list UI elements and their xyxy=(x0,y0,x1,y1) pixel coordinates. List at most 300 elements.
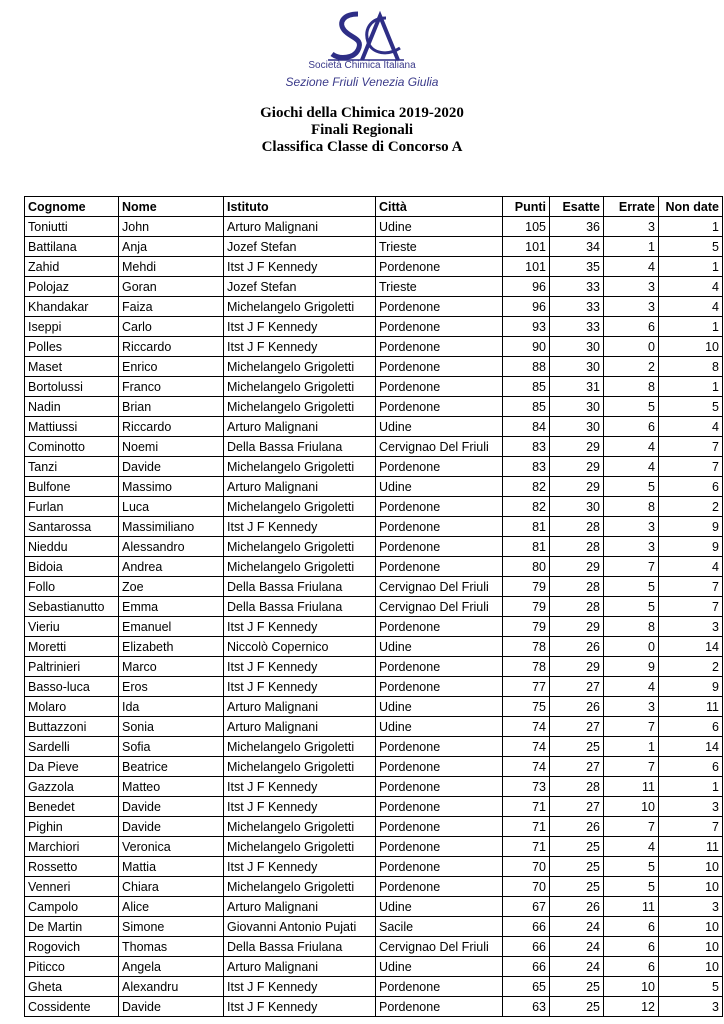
table-cell: 8 xyxy=(604,497,659,517)
doc-subtitle: Finali Regionali xyxy=(310,122,414,138)
table-row xyxy=(25,437,723,457)
table-cell: 9 xyxy=(659,677,723,697)
table-cell: Khandakar xyxy=(25,297,119,317)
table-cell: 6 xyxy=(659,757,723,777)
table-cell: 5 xyxy=(604,397,659,417)
org-name: Società Chimica Italiana xyxy=(308,60,416,71)
table-cell: 1 xyxy=(659,217,723,237)
table-cell: Pordenone xyxy=(376,457,503,477)
section-name: Sezione Friuli Venezia Giulia xyxy=(285,75,439,89)
table-cell: 71 xyxy=(503,797,550,817)
table-cell: 10 xyxy=(659,957,723,977)
table-cell: 70 xyxy=(503,877,550,897)
table-cell: Arturo Malignani xyxy=(224,717,376,737)
table-cell: Arturo Malignani xyxy=(224,217,376,237)
table-cell: Pordenone xyxy=(376,337,503,357)
table-cell: 78 xyxy=(503,637,550,657)
table-cell: 10 xyxy=(659,937,723,957)
table-cell: Trieste xyxy=(376,237,503,257)
table-row xyxy=(25,257,723,277)
table-cell: 25 xyxy=(550,737,604,757)
table-cell: 11 xyxy=(604,897,659,917)
table-cell: Pordenone xyxy=(376,757,503,777)
table-cell: 66 xyxy=(503,957,550,977)
table-cell: Pordenone xyxy=(376,297,503,317)
table-cell: Furlan xyxy=(25,497,119,517)
table-cell: 10 xyxy=(659,877,723,897)
col-non-date: Non date xyxy=(659,197,723,217)
table-cell: 101 xyxy=(503,257,550,277)
table-row xyxy=(25,477,723,497)
table-cell: Itst J F Kennedy xyxy=(224,517,376,537)
table-cell: 4 xyxy=(659,297,723,317)
table-cell: Itst J F Kennedy xyxy=(224,657,376,677)
table-cell: Pordenone xyxy=(376,777,503,797)
table-cell: Riccardo xyxy=(119,337,224,357)
table-cell: 29 xyxy=(550,457,604,477)
table-cell: Alice xyxy=(119,897,224,917)
table-cell: 3 xyxy=(604,277,659,297)
table-cell: Marco xyxy=(119,657,224,677)
table-cell: Riccardo xyxy=(119,417,224,437)
table-cell: Udine xyxy=(376,217,503,237)
table-cell: 8 xyxy=(604,617,659,637)
table-header-row xyxy=(25,197,723,217)
table-cell: 7 xyxy=(659,597,723,617)
table-cell: Michelangelo Grigoletti xyxy=(224,497,376,517)
table-cell: Matteo xyxy=(119,777,224,797)
table-cell: Cossidente xyxy=(25,997,119,1017)
table-row xyxy=(25,297,723,317)
table-cell: Trieste xyxy=(376,277,503,297)
table-cell: 83 xyxy=(503,457,550,477)
table-cell: 3 xyxy=(604,517,659,537)
table-cell: 67 xyxy=(503,897,550,917)
table-cell: 27 xyxy=(550,677,604,697)
table-cell: Itst J F Kennedy xyxy=(224,977,376,997)
table-cell: 6 xyxy=(604,937,659,957)
ranking-table xyxy=(24,196,723,1017)
table-cell: 11 xyxy=(659,837,723,857)
table-cell: 85 xyxy=(503,377,550,397)
table-row xyxy=(25,697,723,717)
table-cell: 30 xyxy=(550,337,604,357)
table-cell: 24 xyxy=(550,937,604,957)
table-cell: 79 xyxy=(503,617,550,637)
table-cell: Pordenone xyxy=(376,257,503,277)
table-cell: 3 xyxy=(659,617,723,637)
table-cell: 9 xyxy=(604,657,659,677)
table-cell: 1 xyxy=(659,257,723,277)
table-cell: 25 xyxy=(550,837,604,857)
table-cell: 25 xyxy=(550,877,604,897)
table-cell: Udine xyxy=(376,417,503,437)
col-punti: Punti xyxy=(503,197,550,217)
table-row xyxy=(25,977,723,997)
table-cell: 4 xyxy=(604,437,659,457)
table-cell: 4 xyxy=(604,677,659,697)
table-cell: 83 xyxy=(503,437,550,457)
table-cell: 4 xyxy=(659,557,723,577)
table-cell: Pighin xyxy=(25,817,119,837)
table-cell: Itst J F Kennedy xyxy=(224,337,376,357)
table-row xyxy=(25,277,723,297)
table-cell: 27 xyxy=(550,797,604,817)
table-row xyxy=(25,997,723,1017)
table-cell: Arturo Malignani xyxy=(224,417,376,437)
table-cell: Bidoia xyxy=(25,557,119,577)
table-cell: Marchiori xyxy=(25,837,119,857)
table-cell: 33 xyxy=(550,317,604,337)
table-cell: Da Pieve xyxy=(25,757,119,777)
table-cell: Maset xyxy=(25,357,119,377)
table-cell: 36 xyxy=(550,217,604,237)
table-cell: Battilana xyxy=(25,237,119,257)
table-cell: 10 xyxy=(659,857,723,877)
doc-title: Giochi della Chimica 2019-2020 xyxy=(260,105,464,121)
table-cell: Franco xyxy=(119,377,224,397)
table-cell: 29 xyxy=(550,657,604,677)
table-cell: 10 xyxy=(604,797,659,817)
table-cell: Pordenone xyxy=(376,397,503,417)
table-cell: Itst J F Kennedy xyxy=(224,617,376,637)
table-cell: 4 xyxy=(659,417,723,437)
table-cell: Itst J F Kennedy xyxy=(224,317,376,337)
table-cell: Goran xyxy=(119,277,224,297)
table-row xyxy=(25,677,723,697)
table-row xyxy=(25,637,723,657)
table-cell: 28 xyxy=(550,537,604,557)
table-cell: Itst J F Kennedy xyxy=(224,857,376,877)
table-cell: Udine xyxy=(376,637,503,657)
table-cell: Alessandro xyxy=(119,537,224,557)
table-cell: Anja xyxy=(119,237,224,257)
table-cell: Cervignao Del Friuli xyxy=(376,437,503,457)
table-cell: 1 xyxy=(659,317,723,337)
table-cell: Paltrinieri xyxy=(25,657,119,677)
table-cell: 81 xyxy=(503,517,550,537)
table-row xyxy=(25,337,723,357)
table-cell: 4 xyxy=(604,257,659,277)
table-cell: 6 xyxy=(604,957,659,977)
table-cell: 5 xyxy=(604,857,659,877)
table-row xyxy=(25,517,723,537)
table-cell: Itst J F Kennedy xyxy=(224,777,376,797)
table-cell: 14 xyxy=(659,737,723,757)
table-cell: 88 xyxy=(503,357,550,377)
table-cell: 26 xyxy=(550,697,604,717)
table-cell: Mattia xyxy=(119,857,224,877)
table-cell: 29 xyxy=(550,437,604,457)
table-cell: Arturo Malignani xyxy=(224,477,376,497)
table-cell: Simone xyxy=(119,917,224,937)
table-cell: Nieddu xyxy=(25,537,119,557)
table-cell: Della Bassa Friulana xyxy=(224,577,376,597)
table-row xyxy=(25,917,723,937)
table-cell: 3 xyxy=(604,297,659,317)
table-cell: Pordenone xyxy=(376,817,503,837)
table-cell: 34 xyxy=(550,237,604,257)
table-cell: 105 xyxy=(503,217,550,237)
table-cell: Sacile xyxy=(376,917,503,937)
table-row xyxy=(25,817,723,837)
table-cell: Vieriu xyxy=(25,617,119,637)
table-cell: 6 xyxy=(604,917,659,937)
table-cell: Rogovich xyxy=(25,937,119,957)
table-cell: Niccolò Copernico xyxy=(224,637,376,657)
col-citta: Città xyxy=(376,197,503,217)
table-cell: Gazzola xyxy=(25,777,119,797)
table-cell: Pordenone xyxy=(376,517,503,537)
col-istituto: Istituto xyxy=(224,197,376,217)
table-cell: 66 xyxy=(503,937,550,957)
table-row xyxy=(25,937,723,957)
table-row xyxy=(25,957,723,977)
table-cell: 73 xyxy=(503,777,550,797)
table-cell: Bortolussi xyxy=(25,377,119,397)
table-cell: 0 xyxy=(604,337,659,357)
table-cell: Andrea xyxy=(119,557,224,577)
table-cell: Pordenone xyxy=(376,837,503,857)
table-cell: Iseppi xyxy=(25,317,119,337)
table-cell: 0 xyxy=(604,637,659,657)
table-cell: 7 xyxy=(604,717,659,737)
table-cell: 5 xyxy=(604,577,659,597)
table-cell: 2 xyxy=(659,497,723,517)
table-row xyxy=(25,837,723,857)
table-cell: 2 xyxy=(604,357,659,377)
col-nome: Nome xyxy=(119,197,224,217)
table-cell: 96 xyxy=(503,277,550,297)
table-cell: Eros xyxy=(119,677,224,697)
table-cell: Massimo xyxy=(119,477,224,497)
table-cell: Benedet xyxy=(25,797,119,817)
table-cell: Udine xyxy=(376,717,503,737)
doc-heading: Classifica Classe di Concorso A xyxy=(261,139,463,155)
table-row xyxy=(25,237,723,257)
table-cell: Pordenone xyxy=(376,357,503,377)
table-cell: 2 xyxy=(659,657,723,677)
table-cell: Angela xyxy=(119,957,224,977)
table-cell: 90 xyxy=(503,337,550,357)
table-cell: Udine xyxy=(376,697,503,717)
table-cell: Zahid xyxy=(25,257,119,277)
table-cell: 1 xyxy=(659,777,723,797)
table-cell: Faiza xyxy=(119,297,224,317)
table-cell: Della Bassa Friulana xyxy=(224,597,376,617)
table-cell: 5 xyxy=(604,877,659,897)
table-cell: Itst J F Kennedy xyxy=(224,677,376,697)
table-cell: Venneri xyxy=(25,877,119,897)
table-cell: Pordenone xyxy=(376,497,503,517)
table-cell: Rossetto xyxy=(25,857,119,877)
table-row xyxy=(25,717,723,737)
table-cell: Michelangelo Grigoletti xyxy=(224,737,376,757)
table-cell: 8 xyxy=(659,357,723,377)
table-cell: Davide xyxy=(119,797,224,817)
table-cell: 71 xyxy=(503,837,550,857)
table-cell: Udine xyxy=(376,957,503,977)
table-cell: 11 xyxy=(659,697,723,717)
table-cell: 10 xyxy=(604,977,659,997)
table-cell: 14 xyxy=(659,637,723,657)
table-cell: 3 xyxy=(604,537,659,557)
table-row xyxy=(25,577,723,597)
table-row xyxy=(25,757,723,777)
table-cell: 6 xyxy=(659,717,723,737)
table-cell: Jozef Stefan xyxy=(224,277,376,297)
table-cell: 3 xyxy=(659,897,723,917)
table-cell: Carlo xyxy=(119,317,224,337)
table-row xyxy=(25,417,723,437)
table-cell: Gheta xyxy=(25,977,119,997)
table-cell: Enrico xyxy=(119,357,224,377)
table-cell: 11 xyxy=(604,777,659,797)
table-cell: 30 xyxy=(550,497,604,517)
table-cell: 75 xyxy=(503,697,550,717)
table-cell: 5 xyxy=(659,237,723,257)
table-cell: 4 xyxy=(659,277,723,297)
table-cell: 27 xyxy=(550,717,604,737)
table-cell: Bulfone xyxy=(25,477,119,497)
table-cell: Michelangelo Grigoletti xyxy=(224,357,376,377)
table-cell: Pordenone xyxy=(376,997,503,1017)
table-cell: Della Bassa Friulana xyxy=(224,937,376,957)
table-cell: Pordenone xyxy=(376,677,503,697)
table-cell: Itst J F Kennedy xyxy=(224,997,376,1017)
table-cell: 96 xyxy=(503,297,550,317)
table-cell: 78 xyxy=(503,657,550,677)
table-cell: 3 xyxy=(604,697,659,717)
table-cell: Sardelli xyxy=(25,737,119,757)
table-row xyxy=(25,617,723,637)
table-cell: 5 xyxy=(604,477,659,497)
table-cell: Michelangelo Grigoletti xyxy=(224,377,376,397)
table-cell: 71 xyxy=(503,817,550,837)
table-cell: Davide xyxy=(119,457,224,477)
table-cell: 82 xyxy=(503,497,550,517)
table-cell: 1 xyxy=(659,377,723,397)
table-cell: Pordenone xyxy=(376,797,503,817)
table-cell: Sebastianutto xyxy=(25,597,119,617)
table-cell: Mattiussi xyxy=(25,417,119,437)
table-cell: 28 xyxy=(550,597,604,617)
table-cell: Noemi xyxy=(119,437,224,457)
table-cell: 6 xyxy=(604,417,659,437)
table-cell: Pordenone xyxy=(376,377,503,397)
table-cell: Basso-luca xyxy=(25,677,119,697)
table-cell: 25 xyxy=(550,857,604,877)
table-cell: 7 xyxy=(659,457,723,477)
table-cell: Udine xyxy=(376,897,503,917)
table-cell: Della Bassa Friulana xyxy=(224,437,376,457)
table-cell: 80 xyxy=(503,557,550,577)
table-cell: Michelangelo Grigoletti xyxy=(224,397,376,417)
table-cell: Cervignao Del Friuli xyxy=(376,597,503,617)
table-cell: 4 xyxy=(604,457,659,477)
table-cell: 85 xyxy=(503,397,550,417)
table-cell: Polles xyxy=(25,337,119,357)
table-cell: 10 xyxy=(659,337,723,357)
table-cell: 7 xyxy=(659,437,723,457)
table-cell: 33 xyxy=(550,297,604,317)
table-cell: 28 xyxy=(550,517,604,537)
table-cell: Piticco xyxy=(25,957,119,977)
table-cell: 9 xyxy=(659,517,723,537)
table-row xyxy=(25,797,723,817)
table-cell: Campolo xyxy=(25,897,119,917)
table-cell: 30 xyxy=(550,357,604,377)
table-cell: Michelangelo Grigoletti xyxy=(224,757,376,777)
table-cell: Pordenone xyxy=(376,737,503,757)
table-cell: Arturo Malignani xyxy=(224,897,376,917)
table-cell: 9 xyxy=(659,537,723,557)
table-cell: 6 xyxy=(659,477,723,497)
table-cell: 26 xyxy=(550,897,604,917)
table-cell: 63 xyxy=(503,997,550,1017)
table-cell: 74 xyxy=(503,717,550,737)
table-cell: 26 xyxy=(550,637,604,657)
table-row xyxy=(25,357,723,377)
table-cell: Davide xyxy=(119,997,224,1017)
table-cell: Pordenone xyxy=(376,657,503,677)
table-cell: 74 xyxy=(503,737,550,757)
table-cell: Pordenone xyxy=(376,617,503,637)
table-cell: Pordenone xyxy=(376,537,503,557)
table-row xyxy=(25,857,723,877)
table-cell: Cervignao Del Friuli xyxy=(376,577,503,597)
table-cell: John xyxy=(119,217,224,237)
table-cell: 35 xyxy=(550,257,604,277)
table-cell: Beatrice xyxy=(119,757,224,777)
table-row xyxy=(25,877,723,897)
table-cell: 30 xyxy=(550,397,604,417)
table-cell: 7 xyxy=(604,757,659,777)
table-row xyxy=(25,657,723,677)
table-cell: Nadin xyxy=(25,397,119,417)
table-cell: Itst J F Kennedy xyxy=(224,797,376,817)
table-cell: 29 xyxy=(550,477,604,497)
table-cell: 3 xyxy=(604,217,659,237)
table-cell: Udine xyxy=(376,477,503,497)
table-cell: Emanuel xyxy=(119,617,224,637)
table-cell: Tanzi xyxy=(25,457,119,477)
table-cell: 27 xyxy=(550,757,604,777)
table-cell: 7 xyxy=(659,817,723,837)
table-cell: 28 xyxy=(550,777,604,797)
table-cell: 5 xyxy=(659,977,723,997)
table-cell: Thomas xyxy=(119,937,224,957)
table-cell: Michelangelo Grigoletti xyxy=(224,557,376,577)
table-row xyxy=(25,897,723,917)
table-cell: 29 xyxy=(550,557,604,577)
table-cell: Michelangelo Grigoletti xyxy=(224,877,376,897)
table-cell: 25 xyxy=(550,997,604,1017)
table-cell: Toniutti xyxy=(25,217,119,237)
table-cell: 25 xyxy=(550,977,604,997)
table-cell: 7 xyxy=(604,557,659,577)
table-cell: Michelangelo Grigoletti xyxy=(224,817,376,837)
table-cell: 84 xyxy=(503,417,550,437)
table-cell: Cominotto xyxy=(25,437,119,457)
table-cell: Polojaz xyxy=(25,277,119,297)
table-cell: Sonia xyxy=(119,717,224,737)
table-row xyxy=(25,777,723,797)
table-cell: 66 xyxy=(503,917,550,937)
table-row xyxy=(25,397,723,417)
table-cell: Michelangelo Grigoletti xyxy=(224,297,376,317)
table-cell: 1 xyxy=(604,737,659,757)
